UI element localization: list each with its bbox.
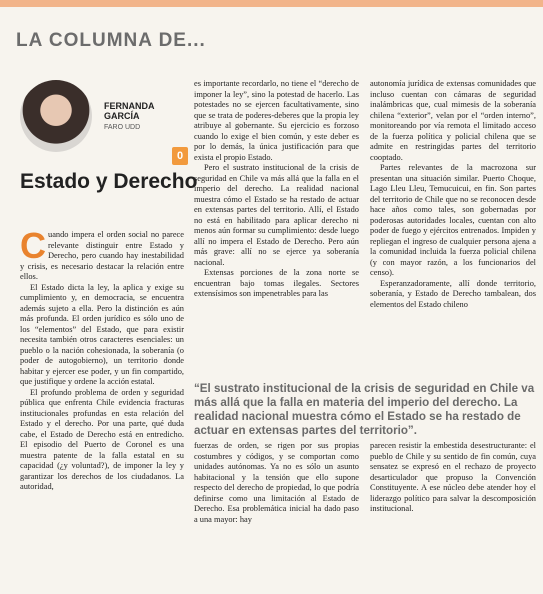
paragraph-11: parecen resistir la embestida desestructurante: el pueblo de Chile y su sentido de fin común, cuya sensatez se expresó en el rechazo de proyecto desarticulador que propuso la Convención Constituyente. A ese núcleo debe atender hoy el liderazgo político para salvar la descomposición institucional. [370, 441, 536, 513]
article-column-2-continued [194, 441, 359, 576]
paragraph-2: El Estado dicta la ley, la aplica y exige su cumplimiento y, en democracia, se encuentra además sujeto a ella. Pero la distinción es aún más profunda. El orden jurídico es sólo uno de los “elementos” del Estado, que para existir necesita también otros caracteres esenciales: un pueblo o la nación cohesionada, la soberanía (o poder de autogobierno), un territorio donde habitar y ejercer ese poder, y un fin compartido, que justifique y ordene la acción estatal. [20, 282, 184, 386]
paragraph-7: autonomía jurídica de extensas comunidades que incluso cuentan con cámaras de seguridad inalámbricas que, cual mimesis de la soberanía chilena “exterior”, velan por el “orden interno”, monitoreando por vía remota el limitado acceso de la fuerza política y policial chilena que se admite en restringidas partes del territorio cooptado. [370, 79, 536, 162]
paragraph-10: fuerzas de orden, se rigen por sus propias costumbres y códigos, y se comportan como unidades autónomas. Ya no es sólo un asunto habitacional y la tensión que ello supone respecto del derecho de propiedad, lo que podría definirse como una limitación al Estado de Derecho. Esa problemática inicial ha dado paso a una mayor: hay [194, 441, 359, 524]
comments-count-badge[interactable]: 0 [172, 147, 188, 165]
paragraph-5: Pero el sustrato institucional de la crisis de seguridad en Chile va más allá que la falla en el imperio del derecho. La realidad nacional muestra cómo el Estado se ha restado de actuar en extensas partes del territorio. Allí, el Estado no está en habilitado para aplicar derecho ni menos aún formar su cumplimiento: desde luego allí no impera el Estado de Derecho. Pero aún más grave: allí no se ejerce ya soberanía nacional. [194, 163, 359, 267]
author-name-line1: FERNANDA [104, 101, 155, 111]
paragraph-3: El profundo problema de orden y seguridad pública que enfrenta Chile evidencia fracturas institucionales profundas en esta relación del Estado y el derecho. Por una parte, qué duda cabe, el Estado de Derecho está en entredicho. El episodio del Puerto de Coronel es una muestra patente de la falla estatal en su capacidad (¿y voluntad?), de imponer la ley y garantizar los derechos de los ciudadanos. La autoridad, [20, 387, 184, 491]
paragraph-1 [20, 230, 184, 283]
section-title: LA COLUMNA DE... [16, 30, 206, 51]
paragraph-4: es importante recordarlo, no tiene el “derecho de imponer la ley”, sino la potestad de hacerlo. Las potestades no se ejercen facultativamente, sino que se trata de poderes-deberes que la propia ley atribuye al gobernante. Su ejercicio es forzoso cuando lo exige el bien común, y este deber es por lo demás, la única justificación para que exista el propio Estado. [194, 79, 359, 162]
article-column-3-continued [370, 441, 536, 576]
article-headline: Estado y Derecho [20, 170, 198, 193]
paragraph-1-text: uando impera el orden social no parece relevante distinguir entre Estado y Derecho, pero cuando hay inestabilidad y crisis, es necesario destacar la relación entre ellos. [20, 230, 184, 281]
article-column-3 [370, 79, 536, 364]
paragraph-8: Partes relevantes de la macrozona sur presentan una situación similar. Puerto Choque, Lago Lleu Lleu, Temucuicui, en fin. Son partes del territorio de Chile que no se reconocen desde hace años como tales, son gobernadas por poderosas autoridades locales, cuentan con alto poder de fuego y ejércitos entrenados. Impiden y repliegan el ingreso de cualquier persona ajena a la comunidad incluida la fuerza policial chilena (y con mayor razón, a los funcionarios del censo). [370, 163, 536, 277]
author-affiliation: FARO UDD [104, 124, 141, 131]
article-column-1 [20, 230, 184, 575]
author-portrait [20, 80, 92, 152]
paragraph-6: Extensas porciones de la zona norte se encuentran bajo tomas ilegales. Sectores extensísimos son impenetrables para las [194, 268, 359, 298]
paragraph-9: Esperanzadoramente, allí donde territorio, soberanía, y Estado de Derecho tambalean, dos elementos del Estado chileno [370, 278, 536, 309]
article-column-2 [194, 79, 359, 364]
top-accent-bar [0, 0, 543, 7]
pull-quote: “El sustrato institucional de la crisis de seguridad en Chile va más allá que la falla en materia del imperio del derecho. La realidad nacional muestra cómo el Estado se ha restado de actuar en extensas partes del territorio”. [194, 382, 535, 437]
author-name-line2: GARCÍA [104, 111, 140, 121]
drop-cap: C [20, 230, 46, 266]
author-block [104, 101, 155, 133]
